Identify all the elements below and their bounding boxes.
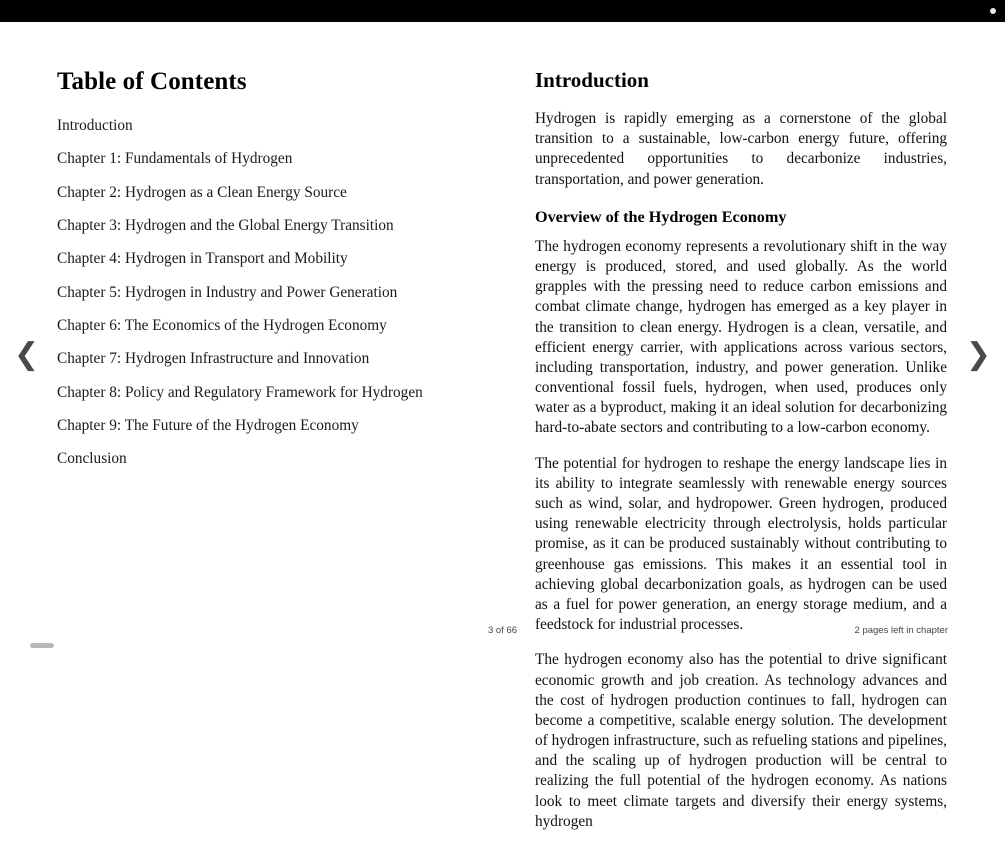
- toc-item-chapter-6[interactable]: Chapter 6: The Economics of the Hydrogen Economy: [57, 316, 387, 334]
- chapter-pages-left: 2 pages left in chapter: [854, 625, 948, 636]
- toc-item-chapter-1[interactable]: Chapter 1: Fundamentals of Hydrogen: [57, 150, 293, 168]
- toc-item-chapter-5[interactable]: Chapter 5: Hydrogen in Industry and Power Generation: [57, 283, 398, 301]
- toc-item-chapter-2[interactable]: Chapter 2: Hydrogen as a Clean Energy Source: [57, 183, 347, 201]
- table-of-contents-list: [57, 118, 477, 468]
- toc-item-chapter-3[interactable]: Chapter 3: Hydrogen and the Global Energy Transition: [57, 216, 394, 234]
- status-dot-icon: [990, 8, 996, 14]
- previous-page-button[interactable]: ❮: [14, 337, 40, 372]
- window-top-bar: [0, 0, 1005, 22]
- intro-paragraph: Hydrogen is rapidly emerging as a cornerstone of the global transition to a sustainable, low-carbon energy future, offering unprecedented opportunities to decarbonize industries, transportation, and power generation.: [535, 110, 947, 188]
- book-page: [0, 22, 1005, 830]
- page-indicator: 3 of 66: [487, 625, 518, 636]
- next-page-button[interactable]: ❯: [965, 337, 991, 372]
- toc-item-chapter-8[interactable]: Chapter 8: Policy and Regulatory Framework for Hydrogen: [57, 383, 423, 401]
- body-paragraph-1: The hydrogen economy represents a revolutionary shift in the way energy is produced, stored, and used globally. As the world grapples with the pressing need to reduce carbon emissions and combat climate change, hydrogen has emerged as a key player in the transition to clean energy. Hydrogen is a clean, versatile, and efficient energy carrier, with applications across various sectors, including transportation, industry, and power generation. Unlike conventional fossil fuels, hydrogen, when used, produces only water as a byproduct, making it an ideal solution for decarbonizing hard-to-abate sectors and contributing to a low-carbon economy.: [535, 237, 947, 437]
- toc-item-chapter-9[interactable]: Chapter 9: The Future of the Hydrogen Economy: [57, 416, 359, 434]
- body-paragraph-3: The hydrogen economy also has the potential to drive significant economic growth and job creation. As technology advances and the cost of hydrogen production continues to fall, hydrogen can become a competitive, scalable energy solution. The development of hydrogen infrastructure, such as refueling stations and pipelines, and the scaling up of hydrogen production will be central to realizing the full potential of the hydrogen economy. As nations look to meet climate targets and diversify their energy systems, hydrogen: [535, 651, 947, 830]
- table-of-contents-column: [57, 68, 477, 484]
- toc-item-conclusion[interactable]: Conclusion: [57, 450, 127, 468]
- chapter-content-column: [535, 68, 947, 847]
- toc-item-introduction[interactable]: Introduction: [57, 117, 133, 134]
- table-of-contents-title: Table of Contents: [57, 68, 247, 95]
- toc-item-chapter-4[interactable]: Chapter 4: Hydrogen in Transport and Mobility: [57, 250, 348, 268]
- section-heading: Overview of the Hydrogen Economy: [535, 207, 787, 226]
- home-indicator[interactable]: [30, 643, 54, 648]
- chapter-heading: Introduction: [535, 68, 649, 92]
- body-paragraph-2: The potential for hydrogen to reshape the energy landscape lies in its ability to integrate seamlessly with renewable energy sources such as wind, solar, and hydropower. Green hydrogen, produced using renewable electricity through electrolysis, holds particular promise, as it can be produced sustainably without contributing to greenhouse gas emissions. This makes it an essential tool in achieving global decarbonization goals, as hydrogen can be used as a fuel for power generation, an energy storage medium, and a feedstock for industrial processes.: [535, 454, 947, 634]
- toc-item-chapter-7[interactable]: Chapter 7: Hydrogen Infrastructure and Innovation: [57, 350, 370, 368]
